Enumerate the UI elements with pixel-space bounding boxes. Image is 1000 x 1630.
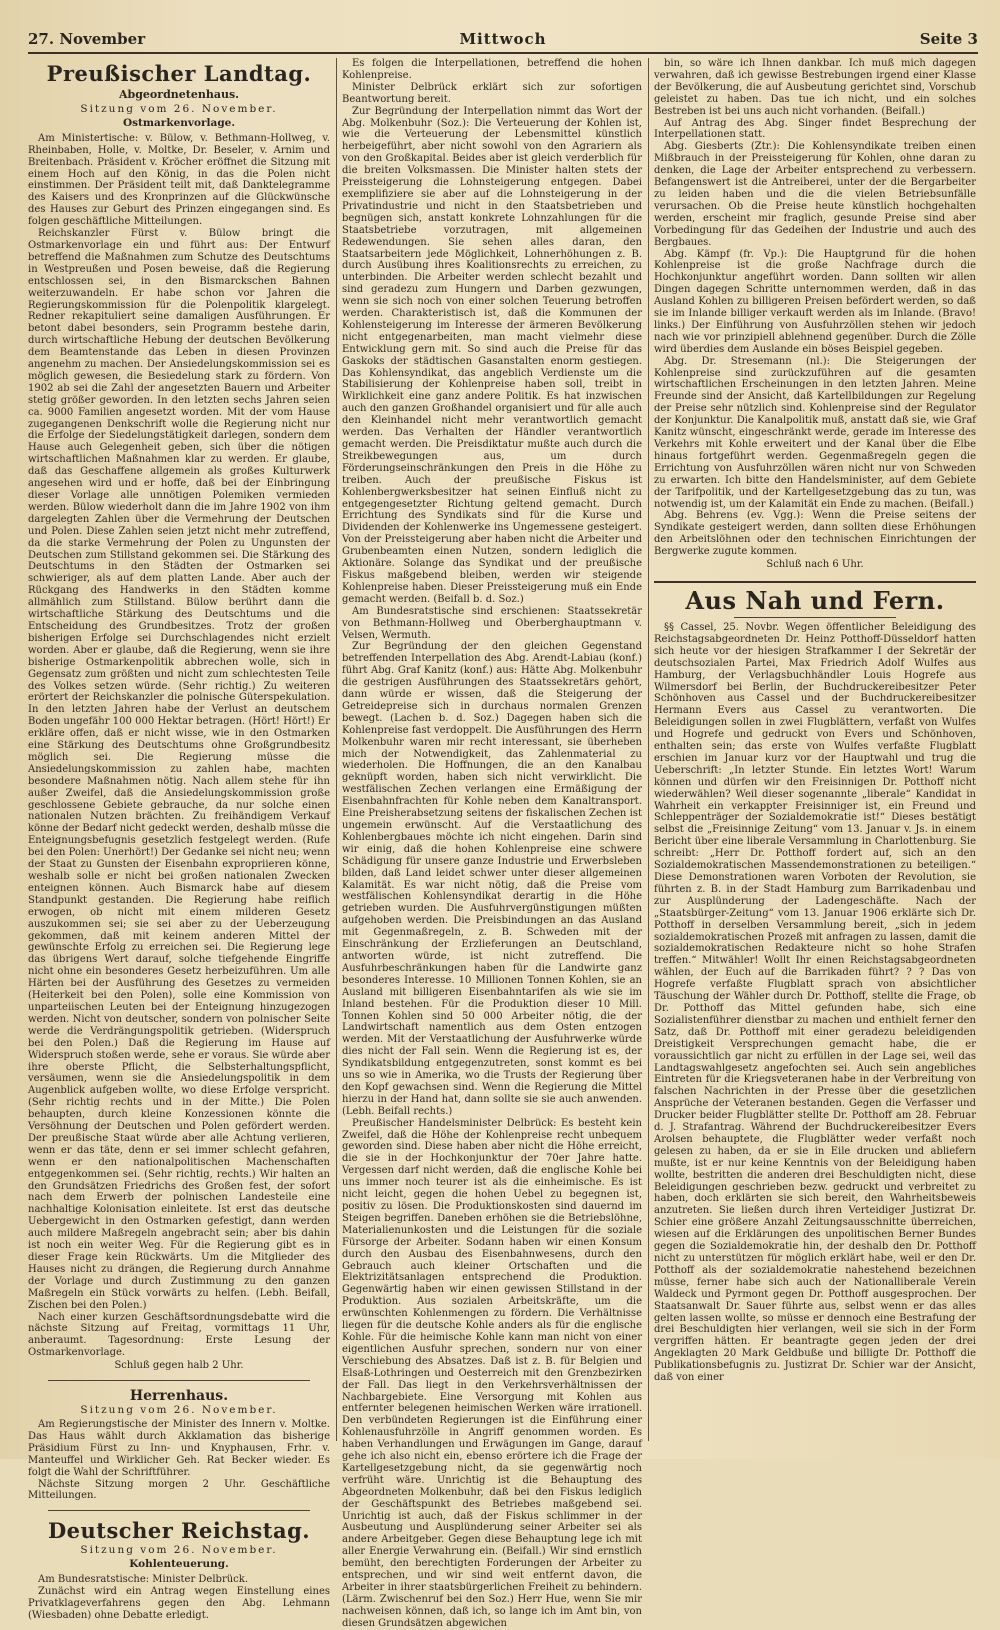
reichstag-paragraph: Es folgen die Interpellationen, betreffend die hohen Kohlenpreise.	[342, 58, 642, 81]
section-divider	[48, 1510, 310, 1511]
aus-nah-und-fern-paragraph: §§ Cassel, 25. Novbr. Wegen öffentlicher Beleidigung des Reichstagsabgeordneten Dr. Heinz Potthoff-Düsseldorf hatten sich heute vor der hiesigen Strafkammer I der Sekretär der deutschsozialen Partei, Max Friedrich Adolf Wulfes aus Hamburg, der Verlagsbuchhändler Louis Hogrefe aus Wilmersdorf bei Berlin, der Buchdruckereibesitzer Peter Schönhoven aus Cassel und der Buchdruckereibesitzer Hermann Evers aus Cassel zu verantworten. Die Beleidigungen sollen in zwei Flugblättern, verfaßt von Wulfes und Hogrefe und gedruckt von Evers und Schönhoven, enthalten sein; das erste von Wulfes verfaßte Flugblatt erschien im Januar kurz vor der Hauptwahl und trug die Ueberschrift: „In letzter Stunde. Ein letztes Wort! Warum können und dürfen wir den Freisinnigen Dr. Potthoff nicht wiederwählen? Weil dieser sogenannte „liberale“ Kandidat in Wahrheit ein verkappter Freisinniger ist, ein Freund und Schleppenträger der Sozialdemokratie ist!“ Dieses bestätigt selbst die „Freisinnige Zeitung“ vom 13. Januar v. Js. in einem Bericht über eine liberale Versammlung in Charlottenburg. Sie schreibt: „Herr Dr. Potthoff fordert auf, sich an den Sozialdemokratischen Massendemonstrationen zu beteiligen.“ Diese Demonstrationen waren Vorboten der Revolution, sie führten z. B. in der Stadt Hamburg zum Barrikadenbau und zur Ausplünderung der Ladengeschäfte. Nach der „Staatsbürger-Zeitung“ vom 13. Januar 1906 erklärte sich Dr. Potthoff in derselben Versammlung bereit, „sich in jedem sozialdemokratischen Prozeß mit anfragen zu lassen, damit die sozialdemokratischen Redakteure nicht so hohe Strafen treffen.“ Mitwähler! Wollt Ihr einen Reichstagsabgeordneten wählen, der Euch auf die Barrikaden führt? ? ? Das von Hogrefe verfaßte Flugblatt sprach von absichtlicher Täuschung der Wähler durch Dr. Potthoff, stellte die Frage, ob Dr. Potthoff das Mittel gefunden habe, sich eine Sozialistenführer dienstbar zu machen und enthielt ferner den Satz, daß Dr. Potthoff mit einer geradezu beleidigenden Dreistigkeit Versprechungen gemacht habe, die er voraussichtlich gar nicht zu erfüllen in der Lage sei, weil das Landtagswahlgesetz angefochten sei. Auch sein angebliches Eintreten für die Kriegsveteranen habe in der Verbreitung von falschen Nachrichten in der Presse über die gesetzlichen Ansprüche der Veteranen bestanden. Gegen die Verfasser und Drucker beider Flugblätter stellte Dr. Potthoff am 28. Februar d. J. Strafantrag. Während der Buchdruckereibesitzer Evers Arolsen behauptete, die Flugblätter weder verfaßt noch gelesen zu haben, da er sie in Eile drucken und abliefern mußte, ist er nur keine Kenntnis von der Beleidigung haben wollte, bestritten die anderen drei Beschuldigten nicht, diese Beleidigungen geschrieben bezw. gedruckt und verbreitet zu haben, doch erklärten sie sich bereit, den Wahrheitsbeweis anzutreten. Sie ließen durch ihren Verteidiger Justizrat Dr. Schier eine größere Anzahl Zeitungsausschnitte überreichen, wiesen auf die Erklärungen des unpolitischen Berner Bundes gegen die Sozialdemokratie hin, der deshalb den Dr. Potthoff nicht zu unterstützen für möglich erklärt habe, weil er den Dr. Potthoff als der sozialdemokratie nahestehend bezeichnen müsse, ferner habe sich auch der Nationalliberale Verein Waldeck und Pyrmont gegen Dr. Potthoff ausgesprochen. Der Staatsanwalt Dr. Sauer führte aus, selbst wenn er das alles gelten lassen wollte, so müsse er dennoch eine Bestrafung der drei Beschuldigten hier verlangen, weil sie sich in der Form vergriffen hätten. Er beantragte gegen jeden der drei Angeklagten 20 Mark Geldbuße und billigte Dr. Potthoff die Publikationsbefugnis zu. Justizrat Dr. Schier war der Ansicht, daß von einer	[654, 621, 976, 1384]
reichstag-paragraph: Abg. Kämpf (fr. Vp.): Die Hauptgrund für die hohen Kohlenpreise ist die große Nachfrage durch die Hochkonjunktur angeführt worden. Dann sollten wir allen Dingen dagegen Schritte unternommen werden, daß in das Ausland Kohlen zu billigeren Preisen befördert werden, so daß sie im Inlande billiger verkauft werden als im Inlande. (Bravo! links.) Der Einführung von Ausfuhrzöllen stehen wir jedoch nach wie vor prinzipiell ablehnend gegenüber. Durch die Zölle wird überdies dem Auslande ein böses Beispiel gegeben.	[654, 248, 976, 355]
aus-nah-und-fern-title: Aus Nah und Fern.	[685, 585, 945, 615]
reichstag-paragraph: Minister Delbrück erklärt sich zur sofortigen Beantwortung bereit.	[342, 81, 642, 105]
header-weekday: Mittwoch	[459, 30, 547, 48]
landtag-house: Abgeordnetenhaus.	[119, 88, 239, 101]
reichstag-close: Schluß nach 6 Uhr.	[766, 559, 864, 571]
reichstag-agenda: Kohlenteuerung.	[129, 1558, 229, 1571]
column-divider	[336, 58, 337, 1441]
reichstag-paragraph: Preußischer Handelsminister Delbrück: Es besteht kein Zweifel, daß die Höhe der Kohlenpreise recht unbequem geworden sind. Diese haben aber nicht die Höhe erreicht, die sie in der Hochkonjunktur der 70er Jahre hatte. Vergessen darf nicht werden, daß die englische Kohle bei uns immer noch teurer ist als die einheimische. Es ist nicht leicht, gegen die hohen Uebel zu begegnen ist, positiv zu lösen. Die Produktionskosten sind dauernd im Steigen begriffen. Daneben erhöhen sie die Betriebslöhne, Materialienunkosten und die Leistungen für die soziale Fürsorge der Arbeiter. Sodann haben wir einen Konsum durch den Ausbau des Eisenbahnwesens, durch den Gebrauch auch kleiner Ortschaften und die Elektrizitätsanlagen entsprechend die Produktion. Gegenwärtig haben wir einen gewissen Stillstand in der Produktion. Aus sozialen Arbeitskräfte, um die erwünschten Kohlenmengen zu fördern. Die Verhältnisse liegen für die deutsche Kohle anders als für die englische Kohle. Für die heimische Kohle kann man nicht von einer eigentlichen Ausfuhr sprechen, sondern nur von einer Verschiebung des Absatzes. Daß ist z. B. für Belgien und Elsaß-Lothringen und Oesterreich mit den Grenzbezirken der Fall. Das liegt in den Verkehrsverhältnissen der Nachbargebiete. Eine Versorgung mit Kohlen aus entfernter belegenen heimischen Werken wäre irrationell. Den verbündeten Regierungen ist die Einführung einer Kohlenausfuhrzölle in Angriff genommen worden. Es haben Verhandlungen und Erwägungen im Gange, darauf gehe ich also nicht ein, ebenso erörtere ich die Frage der Kartellgesetzgebung nicht, da sie gegenwärtig noch verfrüht wäre. Unrichtig ist die Behauptung des Abgeordneten Molkenbuhr, daß bei den Fiskus lediglich der Geschäftspunkt des Betriebes maßgebend sei. Unrichtig ist auch, daß der Fiskus schlimmer in der Ausbeutung und Ausplünderung seiner Arbeiter sei als andere Arbeitgeber. Gegen diese Behauptung lege ich mit aller Energie Verwahrung ein. (Beifall.) Wir sind ernstlich bemüht, den berechtigten Forderungen der Arbeiter zu entsprechen, und wir sind weit entfernt davon, die Arbeiter in ihrer staatsbürgerlichen Freiheit zu behindern. (Lärm. Zwischenruf bei den Soz.) Herr Hue, wenn Sie mir nachweisen können, daß ich, so lange ich im Amt bin, von diesen Grundsätzen abgewichen	[342, 1117, 642, 1629]
reichstag-paragraph: Zur Begründung der Interpellation nimmt das Wort der Abg. Molkenbuhr (Soz.): Die Verteuerung der Kohlen ist, wie die Verteuerung der Lebensmittel künstlich herbeigeführt, aber nicht sowohl von den Agrariern als von den Großkapital. Beides aber ist gleich verderblich für die breiten Volksmassen. Die Minister halten stets der Preissteigerung die Lohnsteigerung entgegen. Dabei exemplifiziere sie aber auf die Lohnsteigerung in der Privatindustrie und nicht in den Staatsbetrieben und begnügen sich, anstatt konkrete Lohnzahlungen für die Staatsbetriebe vorzutragen, mit allgemeinen Redewendungen. Sie sehen alles daran, den Staatsarbeitern jede Möglichkeit, Lohnerhöhungen z. B. durch Ausübung ihres Koalitionsrechts zu erreichen, zu unterbinden. Die Arbeiter werden schlecht bezahlt und sind geradezu zum Hungern und Darben gezwungen, wenn sie sich noch von einer solchen Teuerung betroffen werden. Charakteristisch ist, daß die Kommunen der Kohlensteigerung im Interesse der ärmeren Bevölkerung nicht entgegenarbeiten, man macht vielmehr diese Entwicklung gern mit. So sind auch die Preise für das Gaskoks der städtischen Gasanstalten enorm gestiegen. Das Kohlensyndikat, das angeblich Verdienste um die Stabilisierung der Kohlenpreise haben soll, treibt in Wirklichkeit eine ganz andere Politik. Es hat inzwischen auch den ganzen Großhandel organisiert und für alle auch den Kleinhandel nicht mehr verantwortlich gemacht werden. Das Verhalten der Händler verantwortlich gemacht werden. Die Preisdiktatur mußte auch durch die Streikbewegungen aus, um durch Förderungseinschränkungen den Preis in die Höhe zu treiben. Auch der preußische Fiskus ist Kohlenbergwerksbesitzer hat seinen Einfluß nicht zu entgegengesetzter Richtung geltend gemacht. Durch Errichtung des Syndikats sind für die Kurse und Dividenden der Kohlenwerke ins Ungemessene gesteigert. Von der Preissteigerung aber haben nicht die Arbeiter und Grubenbeamten einen Nutzen, sondern lediglich die Aktionäre. Solange das Syndikat und der preußische Fiskus maßgebend bleiben, werden wir steigende Kohlenpreise haben. Dieser Preissteigerung muß ein Ende gemacht werden. (Beifall b. d. Soz.)	[342, 105, 642, 605]
reichstag-paragraph: Am Bundesratstische sind erschienen: Staatssekretär von Bethmann-Hollweg und Oberberghauptmann v. Velsen, Wermuth.	[342, 605, 642, 641]
header-page-number: Seite 3	[919, 30, 978, 48]
running-head	[28, 26, 978, 54]
reichstag-session: Sitzung vom 26. November.	[80, 1544, 278, 1557]
landtag-paragraph: Nach einer kurzen Geschäftsordnungsdebatte wird die nächste Sitzung auf Freitag, vormittags 11 Uhr, anberaumt. Tagesordnung: Erste Lesung der Ostmarkenvorlage.	[28, 1311, 330, 1359]
reichstag-paragraph: Auf Antrag des Abg. Singer findet Besprechung der Interpellationen statt.	[654, 117, 976, 141]
reichstag-paragraph: Zur Begründung der den gleichen Gegenstand betreffenden Interpellation des Abg. Arendt-Labiau (konf.) führt Abg. Graf Kanitz (konf.) aus: Hätte Abg. Molkenbuhr die gestrigen Ausführungen des Staatssekretärs gehört, dann würde er wissen, daß die Steigerung der Getreidepreise sich in durchaus normalen Grenzen bewegt. (Lachen b. d. Soz.) Dagegen haben sich die Kohlenpreise fast verdoppelt. Die Ausführungen des Herrn Molkenbuhr waren mir recht interessant, sie überheben mich der Notwendigkeit, das Zahlenmaterial zu wiederholen. Die Hoffnungen, die an den Kanalbau geknüpft worden, haben sich nicht verwirklicht. Die westfälischen Zechen verlangen eine Ermäßigung der Eisenbahnfrachten für Kohle neben dem Kanaltransport. Eine Preisherabsetzung seitens der fiskalischen Zechen ist ungemein erwünscht. Auf die Verstaatlichung des Kohlenbergbaues möchte ich nicht eingehen. Darin sind wir einig, daß die hohen Kohlenpreise eine schwere Schädigung für unsere ganze Industrie und Erwerbsleben bilden, daß Land leidet schwer unter dieser allgemeinen Kalamität. Es war nicht nötig, daß die Preise vom westfälischen Kohlensyndikat derartig in die Höhe getrieben wurden. Die Ausfuhrvergünstigungen müßten aufgehoben werden. Die Preisbindungen an das Ausland mit Gegenmaßregeln, z. B. Schweden mit der Einschränkung der Erzlieferungen an Deutschland, antworten würde, ist nicht zutreffend. Die Ausfuhrbeschränkungen haben für die Landwirte ganz besonderes Interesse. 10 Millionen Tonnen Kohlen, sie an Ausland mit billigeren Eisenbahntarifen als wie sie im Inland bestehen. Für die Produktion dieser 10 Mill. Tonnen Kohlen sind 50 000 Arbeiter nötig, die der Landwirtschaft namentlich aus dem Osten entzogen werden. Mit der Verstaatlichung der Ausfuhrwerke würde dies nicht der Fall sein. Wenn die Regierung ist es, der Syndikatsbildung entgegenzutreten, sonst kommt es bei uns so wie in Amerika, wo die Trusts der Regierung über den Kopf gewachsen sind. Wenn die Regierung die Mittel hierzu in der Hand hat, dann sollte sie sie auch anwenden. (Lebh. Beifall rechts.)	[342, 641, 642, 1117]
landtag-paragraph: Reichskanzler Fürst v. Bülow bringt die Ostmarkenvorlage ein und führt aus: Der Entwurf betreffend die Maßnahmen zum Schutze des Deutschtums in Westpreußen und Posen beweise, daß die Regierung entschlossen sei, in den Bismarckschen Bahnen weiterzuwandeln. Er habe schon vor Jahren die Regierungskommission für die Polenpolitik klargelegt. Redner rekapituliert seine damaligen Ausführungen. Er betont dabei besonders, sein Programm bestehe darin, durch wirtschaftliche Hebung der deutschen Bevölkerung dem Beamtenstande das Leben in diesen Provinzen angenehm zu machen. Der Ansiedelungskommission sei es möglich gewesen, die Besiedelung stark zu fördern. Von 1902 ab sei die Zahl der angesetzten Bauern und Arbeiter stetig größer geworden. In den letzten sechs Jahren seien ca. 9000 Familien angesetzt worden. Mit der vom Hause zugegangenen Denkschrift wolle die Regierung nicht nur die Erfolge der Siedelungstätigkeit darlegen, sondern dem Hause auch Gelegenheit geben, sich über die nötigen wirtschaftlichen Maßnahmen klar zu werden. Er glaube, daß das Geschaffene allgemein als großes Kulturwerk angesehen wird und er hoffe, daß bei der Einbringung dieser Vorlage alle unnötigen Polemiken vermieden werden. Bülow wiederholt dann die im Jahre 1902 von ihm dargelegten Zahlen über die Vermehrung der Deutschen und Polen. Diese Zahlen seien jetzt nicht mehr zutreffend, da die starke Vermehrung der Polen zu Ungunsten der Deutschen zum Stillstand gekommen sei. Die Stärkung des Deutschtums in den Städten der Ostmarken sei schwieriger, als auf dem platten Lande. Aber auch der Rückgang des Handwerks in den Städten komme allmählich zum Stillstand. Bülow berührt dann die wirtschaftliche Stärkung des Deutschtums und die Entscheidung des Grundbesitzes. Trotz der großen bisherigen Erfolge sei Durchschlagendes nicht erzielt worden. Aber er glaube, daß die Regierung, wenn sie ihre bisherige Ostmarkenpolitik abbrechen wolle, sich in Gegensatz zum größten und nicht zum schlechtesten Teile des Volkes setzen würde. (Sehr richtig.) Zu weiteren erörtert der Reichskanzler die polnische Güterspekulation. In den letzten Jahren habe der Verlust an deutschem Boden ungefähr 100 000 Hektar betragen. (Hört! Hört!) Er erkläre offen, daß er nicht wisse, wie in den Ostmarken eine Stärkung des Deutschtums ohne Großgrundbesitz möglich sei. Die Regierung müsse die Ansiedelungskommission zu zahlen habe, machten besondere Maßnahmen nötig. Nach allem stehe für ihn außer Zweifel, daß die Ansiedelungskommission große geschlossene Gebiete gebrauche, da nur solche einen nationalen Nutzen brächten. Zu freihändigem Verkauf könne der Bedarf nicht gedeckt werden, deshalb müsse die Enteignungsbefugnis gesetzlich festgelegt werden. (Rufe bei den Polen: Unerhört!) Der Gedanke sei nicht neu; wenn der Staat zu Gunsten der Eisenbahn expropriieren könne, weshalb solle er nicht bei großen nationalen Zwecken enteignen können. Auch Bismarck habe auf diesem Standpunkt gestanden. Die Regierung habe reiflich erwogen, ob nicht mit einem milderen Gesetz auszukommen sei; sie sei aber zu der Ueberzeugung gekommen, daß mit keinem anderen Mittel der gewünschte Erfolg zu erreichen sei. Die Regierung lege das übrigens Wert darauf, solche tiefgehende Eingriffe nicht ohne ein besonderes Gesetz herbeizuführen. Um alle Härten bei der Ausführung des Gesetzes zu vermeiden (Heiterkeit bei den Polen), solle eine Kommission von unparteiischen Leuten bei der Enteignung hinzugezogen werden. Nicht von deutscher, sondern von polnischer Seite werde die Verdrängungspolitik getrieben. (Widerspruch bei den Polen.) Daß die Regierung im Hause auf Widerspruch stoßen werde, sehe er voraus. Sie würde aber ihre oberste Pflicht, die Selbsterhaltungspflicht, versäumen, wenn sie die Ansiedelungspolitik in dem Augenblick aufgeben wollte, wo diese Erfolge verspricht. (Sehr richtig rechts und in der Mitte.) Die Polen behaupten, durch kleine Konzessionen könnte die Versöhnung der Deutschen und Polen gefördert werden. Der preußische Staat würde aber alle Achtung verlieren, wenn er das täte, denn er sei immer schlecht gefahren, wenn er den nationalpolitischen Machenschaften entgegenkommen sei. (Sehr richtig, rechts.) Wir halten an den Grundsätzen Friedrichs des Großen fest, der sofort nach dem Erwerb der polnischen Landesteile eine nachhaltige Kolonisation einleitete. Ist erst das deutsche Uebergewicht in den Ostmarken gefestigt, dann werden auch mildere Maßregeln angebracht sein; aber bis dahin ist noch ein weiter Weg. Für die Regierung gibt es in dieser Frage kein Rückwärts. Um die Mitglieder des Hauses nicht zu drängen, die Regierung durch Annahme der Vorlage und durch Zustimmung zu den ganzen Maßregeln ein Stück vorwärts zu helfen. (Lebh. Beifall, Zischen bei den Polen.)	[28, 228, 330, 1311]
landtag-paragraph: Am Ministertische: v. Bülow, v. Bethmann-Hollweg, v. Rheinbaben, Holle, v. Moltke, Dr. Beseler, v. Arnim und Breitenbach. Präsident v. Kröcher eröffnet die Sitzung mit einem Hoch auf den König, in das die Polen nicht einstimmen. Der Präsident teilt mit, daß Danktelegramme des Kaisers und des Kronprinzen auf die Glückwünsche des Hauses zur Geburt des Prinzen eingegangen sind. Es folgen geschäftliche Mitteilungen.	[28, 132, 330, 228]
herrenhaus-session: Sitzung vom 26. November.	[80, 1404, 278, 1417]
section-divider	[48, 1380, 310, 1381]
reichstag-paragraph: bin, so wäre ich Ihnen dankbar. Ich muß mich dagegen verwahren, daß ich gewisse Bestrebungen irgend einer Klasse der Bevölkerung, die auf Ausbeutung gerichtet sind, Vorschub geleistet zu haben. Das tue ich nicht, und ein solches Bestreben ist bei uns auch nicht vorhanden. (Beifall.)	[654, 58, 976, 117]
landtag-title: Preußischer Landtag.	[46, 61, 312, 86]
column-3	[654, 58, 976, 1441]
landtag-session: Sitzung vom 26. November.	[80, 103, 278, 115]
column-1	[28, 58, 330, 1621]
reichstag-paragraph: Zunächst wird ein Antrag wegen Einstellung eines Privatklageverfahrens gegen den Abg. Lehmann (Wiesbaden) ohne Debatte erledigt.	[28, 1586, 330, 1621]
section-divider	[654, 581, 976, 583]
header-date: 27. November	[28, 30, 146, 48]
reichstag-paragraph: Abg. Giesberts (Ztr.): Die Kohlensyndikate treiben einen Mißbrauch in der Preissteigerung für Kohlen, ohne daran zu denken, die Lage der Arbeiter entsprechend zu verbessern. Befangenswert ist die Antreiberei, unter der die Bergarbeiter zu leiden haben und die die vielen Betriebsunfälle verursachen. Ob die Preise heute künstlich hochgehalten werden, erscheint mir fraglich, gesunde Preise sind aber Vorbedingung für das Gedeihen der Industrie und auch des Bergbaues.	[654, 141, 976, 248]
reichstag-paragraph: Abg. Behrens (ev. Vgg.): Wenn die Preise seitens der Syndikate gesteigert werden, dann sollten diese Erhöhungen den Arbeitslöhnen oder den technischen Einrichtungen der Bergwerke zugute kommen.	[654, 510, 976, 558]
landtag-close: Schluß gegen halb 2 Uhr.	[114, 1360, 244, 1372]
reichstag-paragraph: Abg. Dr. Stresemann (nl.): Die Steigerungen der Kohlenpreise sind zurückzuführen auf die gesamten wirtschaftlichen Erscheinungen in den letzten Jahren. Meine Freunde sind der Ansicht, daß Kartellbildungen zur Regelung der Preise sehr nützlich sind. Kohlenpreise sind der Regulator der Konjunktur. Die Kanalpolitik muß, anstatt daß sie, wie Graf Kanitz wünscht, eingeschränkt werde, gerade im Interesse des Verkehrs mit Kohle erweitert und der Kanal über die Elbe hinaus fortgeführt werden. Gegenmaßregeln gegen die Errichtung von Ausfuhrzöllen wären nicht nur von Schweden zu erwarten. Ich bitte den Handelsminister, auf dem Gebiete der Tarifpolitik, und der Kartellgesetzgebung das zu tun, was notwendig ist, um der Kalamität ein Ende zu machen. (Beifall.)	[654, 355, 976, 510]
section-divider	[734, 617, 896, 618]
landtag-agenda: Ostmarkenvorlage.	[122, 116, 236, 129]
reichstag-paragraph: Am Bundesratstische: Minister Delbrück.	[38, 1574, 249, 1586]
herrenhaus-paragraph: Nächste Sitzung morgen 2 Uhr. Geschäftliche Mitteilungen.	[28, 1478, 330, 1502]
column-divider	[648, 58, 649, 1441]
herrenhaus-paragraph: Am Regierungstische der Minister des Innern v. Moltke. Das Haus wählt durch Akklamation das bisherige Präsidium Fürst zu Inn- und Knyphausen, Frhr. v. Manteuffel und Wirklicher Geh. Rat Becker wieder. Es folgt die Wahl der Schriftführer.	[28, 1418, 330, 1478]
herrenhaus-title: Herrenhaus.	[129, 1388, 229, 1405]
reichstag-title: Deutscher Reichstag.	[47, 1518, 311, 1544]
column-2	[342, 58, 642, 1629]
